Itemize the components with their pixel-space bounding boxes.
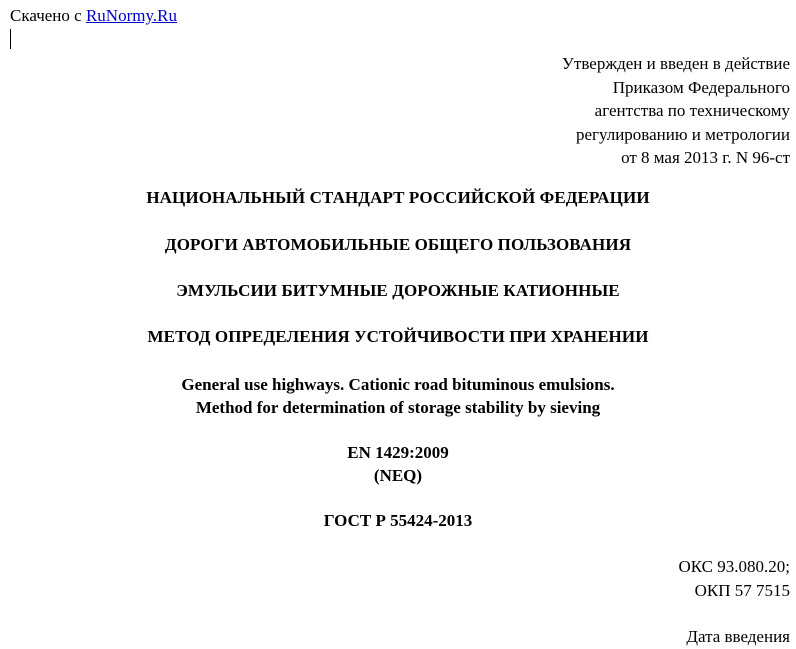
classification-codes bbox=[678, 555, 790, 602]
source-line bbox=[10, 6, 177, 26]
standard-designation: ГОСТ Р 55424-2013 bbox=[323, 511, 473, 530]
source-prefix: Скачено с bbox=[10, 6, 86, 25]
english-title-line: General use highways. Cationic road bituminous emulsions. bbox=[181, 375, 615, 394]
roads-title: ДОРОГИ АВТОМОБИЛЬНЫЕ ОБЩЕГО ПОЛЬЗОВАНИЯ bbox=[164, 235, 632, 254]
method-title: МЕТОД ОПРЕДЕЛЕНИЯ УСТОЙЧИВОСТИ ПРИ ХРАНЕНИИ bbox=[147, 327, 649, 346]
oks-code: ОКС 93.080.20; bbox=[678, 557, 790, 576]
english-title bbox=[0, 373, 796, 419]
approval-block bbox=[430, 52, 790, 170]
okp-code: ОКП 57 7515 bbox=[694, 580, 790, 600]
intro-date-label: Дата введения bbox=[686, 627, 790, 646]
text-cursor bbox=[10, 29, 11, 49]
approval-line: регулированию и метрологии bbox=[575, 124, 790, 144]
reference-equivalence: (NEQ) bbox=[373, 466, 423, 485]
approval-line: агентства по техническому bbox=[594, 101, 790, 120]
approval-line: от 8 мая 2013 г. N 96-ст bbox=[621, 148, 790, 167]
standard-heading: НАЦИОНАЛЬНЫЙ СТАНДАРТ РОССИЙСКОЙ ФЕДЕРАЦИИ bbox=[146, 188, 650, 207]
approval-line: Приказом Федерального bbox=[612, 77, 790, 97]
source-link[interactable]: RuNormy.Ru bbox=[85, 6, 177, 25]
reference-standard-code: EN 1429:2009 bbox=[347, 443, 449, 462]
reference-standard bbox=[0, 441, 796, 487]
approval-line: Утвержден и введен в действие bbox=[561, 54, 790, 73]
english-title-line: Method for determination of storage stability by sieving bbox=[195, 398, 601, 417]
emulsions-title: ЭМУЛЬСИИ БИТУМНЫЕ ДОРОЖНЫЕ КАТИОННЫЕ bbox=[176, 281, 620, 300]
